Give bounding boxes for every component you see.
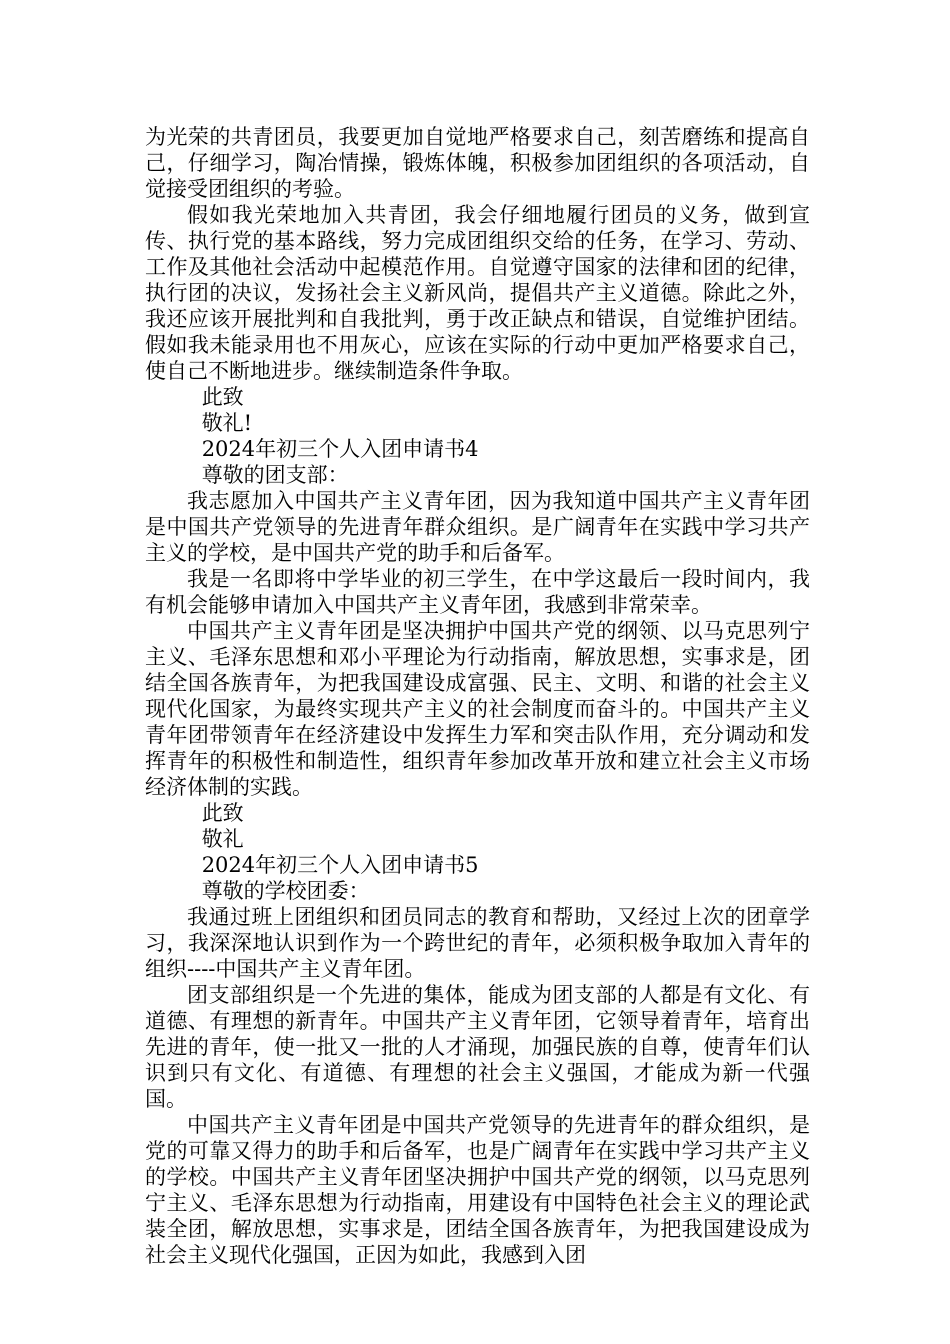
closing-line: 此致 — [201, 385, 244, 409]
salutation-line: 敬礼 — [201, 827, 244, 851]
paragraph: 中国共产主义青年团是中国共产党领导的先进青年的群众组织，是党的可靠又得力的助手和后备军，也是广阔青年在实践中学习共产主义的学校。中国共产主义青年团坚决拥护中国共产党的纲领，以马克思列宁主义、毛泽东思想为行动指南，用建设有中国特色社会主义的理论武装全团，解放思想，实事求是，团结全国各族青年，为把我国建设成为社会主义现代化强国，正因为如此，我感到入团 — [145, 1113, 810, 1267]
section-title: 2024年初三个人入团申请书4 — [201, 437, 479, 461]
section-title: 2024年初三个人入团申请书5 — [201, 853, 479, 877]
paragraph: 团支部组织是一个先进的集体，能成为团支部的人都是有文化、有道德、有理想的新青年。中国共产主义青年团，它领导着青年，培育出先进的青年，使一批又一批的人才涌现，加强民族的自尊，使青年们认识到只有文化、有道德、有理想的社会主义强国，才能成为新一代强国。 — [145, 983, 810, 1111]
paragraph: 我是一名即将中学毕业的初三学生，在中学这最后一段时间内，我有机会能够申请加入中国共产主义青年团，我感到非常荣幸。 — [145, 567, 810, 617]
salutation-line: 敬礼! — [201, 411, 253, 435]
paragraph: 中国共产主义青年团是坚决拥护中国共产党的纲领、以马克思列宁主义、毛泽东思想和邓小平理论为行动指南，解放思想，实事求是，团结全国各族青年，为把我国建设成富强、民主、文明、和谐的社会主义现代化国家，为最终实现共产主义的社会制度而奋斗的。中国共产主义青年团带领青年在经济建设中发挥生力军和突击队作用，充分调动和发挥青年的积极性和制造性，组织青年参加改革开放和建立社会主义市场经济体制的实践。 — [145, 619, 810, 799]
paragraph: 我通过班上团组织和团员同志的教育和帮助，又经过上次的团章学习，我深深地认识到作为一个跨世纪的青年，必须积极争取加入青年的组织----中国共产主义青年团。 — [145, 905, 810, 981]
greeting-line: 尊敬的学校团委： — [201, 879, 370, 903]
paragraph: 假如我光荣地加入共青团，我会仔细地履行团员的义务，做到宣传、执行党的基本路线，努力完成团组织交给的任务，在学习、劳动、工作及其他社会活动中起模范作用。自觉遵守国家的法律和团的纪律，执行团的决议，发扬社会主义新风尚，提倡共产主义道德。除此之外，我还应该开展批判和自我批判，勇于改正缺点和错误，自觉维护团结。假如我未能录用也不用灰心，应该在实际的行动中更加严格要求自己，使自己不断地进步。继续制造条件争取。 — [145, 203, 810, 383]
paragraph: 为光荣的共青团员，我要更加自觉地严格要求自己，刻苦磨练和提高自己，仔细学习，陶冶情操，锻炼体魄，积极参加团组织的各项活动，自觉接受团组织的考验。 — [145, 125, 810, 201]
closing-line: 此致 — [201, 801, 244, 825]
greeting-line: 尊敬的团支部： — [201, 463, 349, 487]
document-body — [145, 124, 810, 1268]
paragraph: 我志愿加入中国共产主义青年团，因为我知道中国共产主义青年团是中国共产党领导的先进青年群众组织。是广阔青年在实践中学习共产主义的学校，是中国共产党的助手和后备军。 — [145, 489, 810, 565]
